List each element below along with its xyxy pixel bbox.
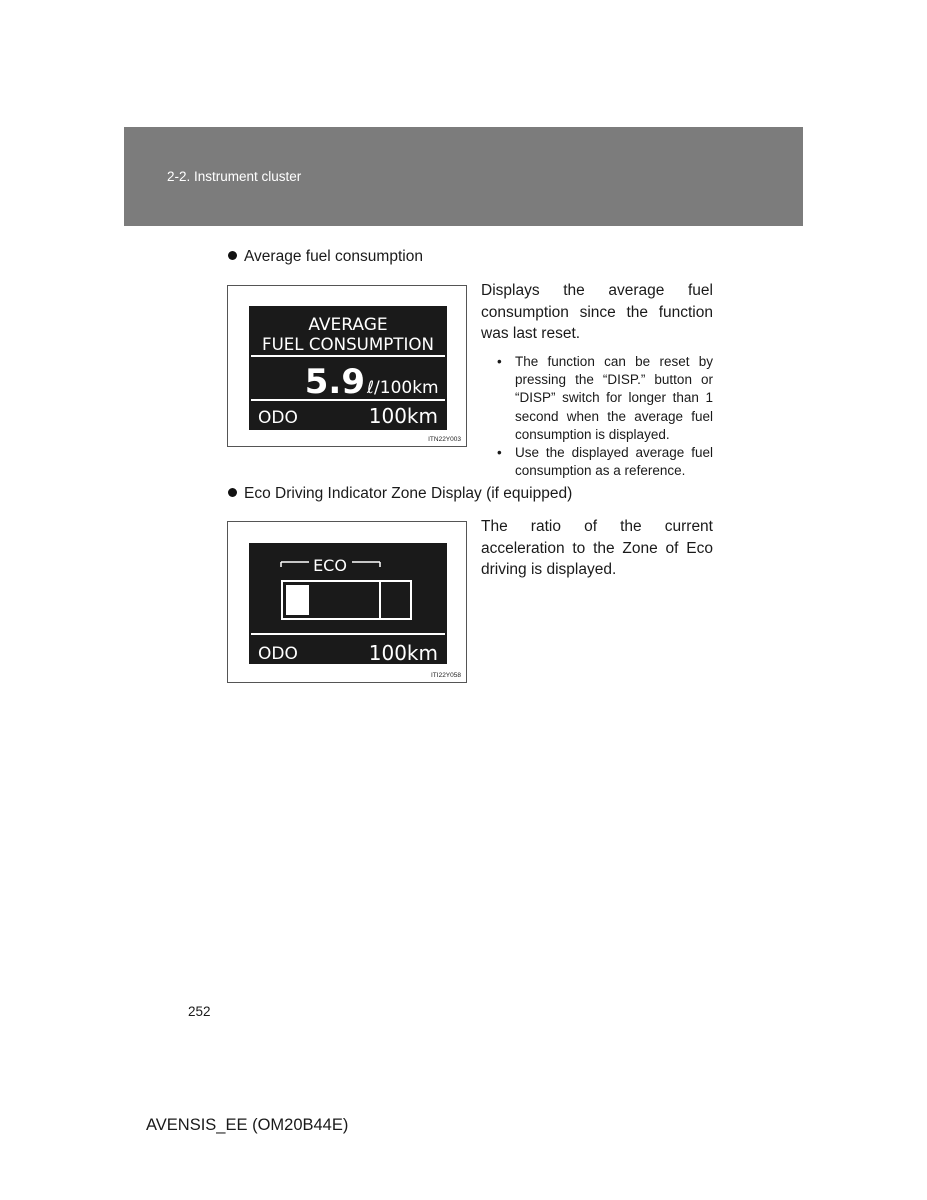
heading-eco-driving-indicator [228, 485, 572, 503]
bullet-dot-icon [228, 251, 237, 260]
section-label: 2-2. Instrument cluster [167, 169, 302, 184]
lcd-value: 5.9 [304, 362, 365, 402]
lcd-unit: ℓ/100km [367, 378, 439, 398]
footer-model-code: AVENSIS_EE (OM20B44E) [146, 1116, 349, 1134]
lcd-odo-label: ODO [258, 644, 298, 664]
figure-average-fuel-display [227, 285, 467, 447]
header-band [124, 127, 803, 226]
bullet-dot-icon [228, 488, 237, 497]
heading-text: Eco Driving Indicator Zone Display (if equipped) [244, 485, 573, 502]
figure-caption: ITN22Y003 [428, 436, 461, 443]
lcd-odo-label: ODO [258, 408, 298, 428]
lcd-average-fuel-illustration [228, 286, 468, 448]
eco-bar-fill [286, 585, 309, 615]
paragraph-eco-zone: The ratio of the current acceleration to the Zone of Eco driving is displayed. [481, 518, 713, 578]
lcd-eco-label: ECO [313, 556, 347, 575]
lcd-eco-zone-illustration [228, 522, 468, 684]
lcd-odo-value: 100km [368, 404, 438, 428]
list-item: • The function can be reset by pressing the “DISP.” button or “DISP” switch for longer than 1 second when the average fuel consumption is displayed. [497, 354, 713, 442]
lcd-odo-value: 100km [368, 641, 438, 665]
heading-average-fuel-consumption [228, 248, 423, 266]
figure-caption: ITI22Y058 [431, 672, 461, 679]
list-item: • Use the displayed average fuel consumption as a reference. [497, 445, 713, 479]
lcd-line1: AVERAGE [308, 315, 388, 335]
figure-eco-zone-display [227, 521, 467, 683]
lcd-line2: FUEL CONSUMPTION [262, 335, 434, 355]
paragraph-average-fuel: Displays the average fuel consumption since the function was last reset. [481, 282, 713, 342]
page-number: 252 [188, 1004, 211, 1019]
heading-text: Average fuel consumption [244, 248, 423, 265]
bullet-list-average-fuel [497, 353, 713, 480]
